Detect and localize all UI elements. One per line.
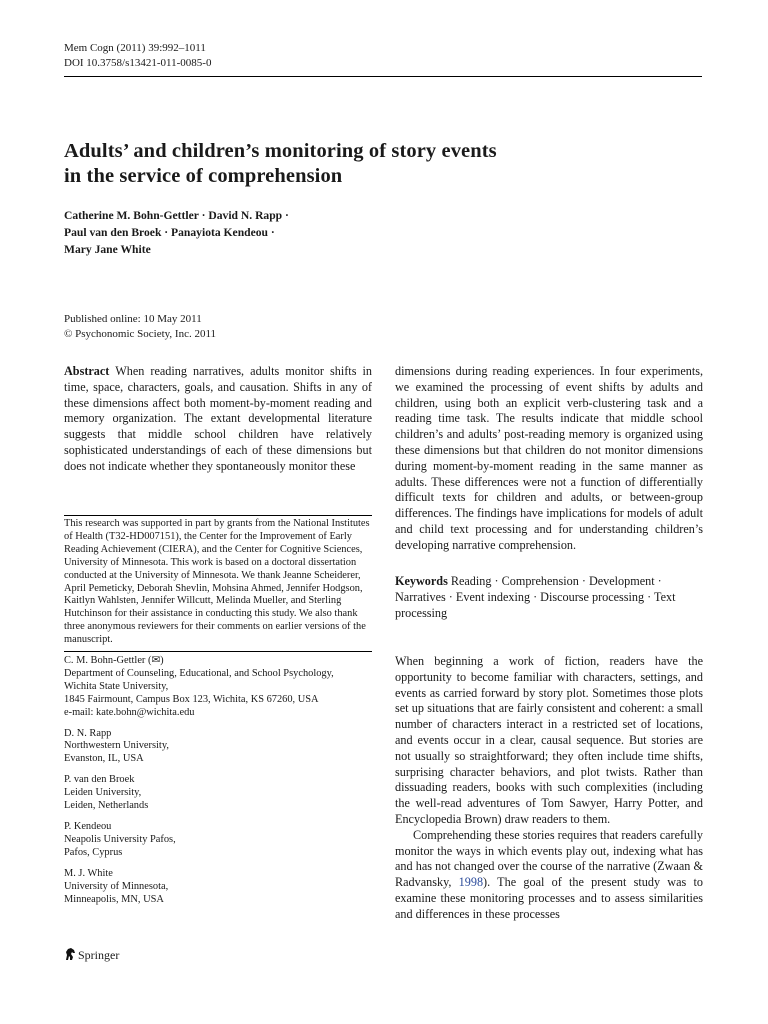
keywords-label: Keywords (395, 574, 448, 588)
publisher-footer (64, 948, 119, 963)
affiliation-name: C. M. Bohn-Gettler (✉) (64, 655, 164, 666)
authors-line-2: Paul van den Broek · Panayiota Kendeou · (64, 226, 275, 239)
abstract-left (64, 364, 372, 475)
para2-text: Comprehending these stories requires that readers carefully monitor the ways in which events play out, indexing what has and has not changed over the course of the narrative (Zwaan & Radvansky, (395, 827, 703, 890)
affiliation-block (64, 728, 372, 767)
abstract-right: dimensions during reading experiences. In four experiments, we examined the processing of event shifts by adults and children, using both an explicit verb-clustering task and a reading time task. The results indicate that middle school children’s and adults’ post-reading memory is organized using these dimensions but that children do not monitor dimensions during moment-by-moment reading in the same manner as adults. These differences were not a function of differentially difficult texts for children and adults, or between-group differences. The findings have implications for models of adult and child text processing and for understanding children’s developing narrative comprehension. (395, 364, 703, 552)
affiliation-block (64, 821, 372, 860)
abstract-label: Abstract (64, 364, 110, 378)
affiliation-line: Evanston, IL, USA (64, 753, 144, 765)
affiliation-name: D. N. Rapp (64, 727, 112, 739)
affiliation-name: P. Kendeou (64, 820, 112, 832)
affiliation-block (64, 868, 372, 907)
authors-line-1: Catherine M. Bohn-Gettler · David N. Rapp · (64, 209, 289, 222)
para2-text-end: ). The goal of the present study was to examine these monitoring processes and to assess similarities and differences in these processes (395, 875, 703, 921)
affiliation-line: Neapolis University Pafos, (64, 833, 176, 845)
title-line-2: in the service of comprehension (64, 165, 343, 187)
keywords-text: Reading · Comprehension · Development · Narratives · Event indexing · Discourse processing · Text processing (395, 574, 676, 620)
acknowledgement-footnote: This research was supported in part by grants from the National Institutes of Health (T32-HD007151), the Center for the Improvement of Early Reading Achievement (CIERA), and the Center for Cognitive Sciences, University of Minnesota. This work is based on a doctoral dissertation conducted at the University of Minnesota. We thank Jeanne Scheiderer, April Pemeticky, Deborah Shevlin, Mohsina Ahmed, Jennifer Hodgson, Kaitlyn Wahlsten, Jennifer Willcutt, Melinda Mueller, and Sterling Hutchinson for their assistance in conducting this study. We also thank three anonymous reviewers for their comments on earlier versions of the manuscript. (64, 518, 370, 646)
publisher-name: Springer (78, 948, 120, 962)
affiliation-line: Leiden, Netherlands (64, 800, 149, 812)
header-rule (64, 76, 702, 77)
springer-horse-icon (64, 948, 76, 961)
authors-line-3: Mary Jane White (64, 243, 151, 256)
affiliation-name: M. J. White (64, 867, 113, 879)
affiliation-email[interactable]: e-mail: kate.bohn@wichita.edu (64, 706, 195, 718)
affiliation-line: Department of Counseling, Educational, and School Psychology, (64, 667, 334, 679)
author-list (64, 207, 704, 258)
affiliation-line: Leiden University, (64, 787, 142, 799)
footnote-rule (64, 515, 372, 516)
affiliations (64, 655, 372, 906)
affiliation-name: P. van den Broek (64, 774, 135, 786)
citation-link[interactable]: 1998 (458, 875, 484, 890)
title-line-1: Adults’ and children’s monitoring of story events (64, 140, 497, 162)
affiliation-line: University of Minnesota, (64, 880, 169, 892)
introduction (395, 654, 703, 923)
affiliation-line: Wichita State University, (64, 680, 169, 692)
affiliation-line: Pafos, Cyprus (64, 846, 123, 858)
body-paragraph-2 (395, 828, 703, 923)
affiliation-block (64, 774, 372, 813)
journal-citation: Mem Cogn (2011) 39:992–1011 (64, 42, 206, 54)
abstract-text-left: When reading narratives, adults monitor shifts in time, space, characters, goals, and causation. Shifts in any of these dimensions affect both moment-by-moment reading and memory organization. The extant developmental literature suggests that middle school children have relatively sophisticated understandings of each of these dimensions but does not indicate whether they spontaneously monitor these (64, 364, 372, 473)
paper-title (64, 139, 704, 189)
copyright: © Psychonomic Society, Inc. 2011 (64, 328, 217, 340)
doi: DOI 10.3758/s13421-011-0085-0 (64, 57, 212, 69)
affiliation-rule (64, 651, 372, 652)
body-paragraph-1: When beginning a work of fiction, readers have the opportunity to become familiar with characters, settings, and events as carried forward by story plot. Sometimes those plots set up situations that are fairly consistent and coherent: a small number of characters interact in a restricted set of locations, and events occur in a clear, causal sequence. But stories are not usually so straightforward; they often include time shifts, surprising character behaviors, and plot twists. Rather than dissuading readers, books with such complexities (including the well-read adventures of Tom Sawyer, Harry Potter, and Encyclopedia Brown) draw readers to them. (395, 654, 703, 826)
affiliation-line: 1845 Fairmount, Campus Box 123, Wichita, KS 67260, USA (64, 693, 319, 705)
affiliation-line: Northwestern University, (64, 740, 169, 752)
publication-date: Published online: 10 May 2011 (64, 313, 202, 325)
keywords (395, 574, 703, 621)
affiliation-block (64, 655, 372, 720)
affiliation-line: Minneapolis, MN, USA (64, 893, 164, 905)
